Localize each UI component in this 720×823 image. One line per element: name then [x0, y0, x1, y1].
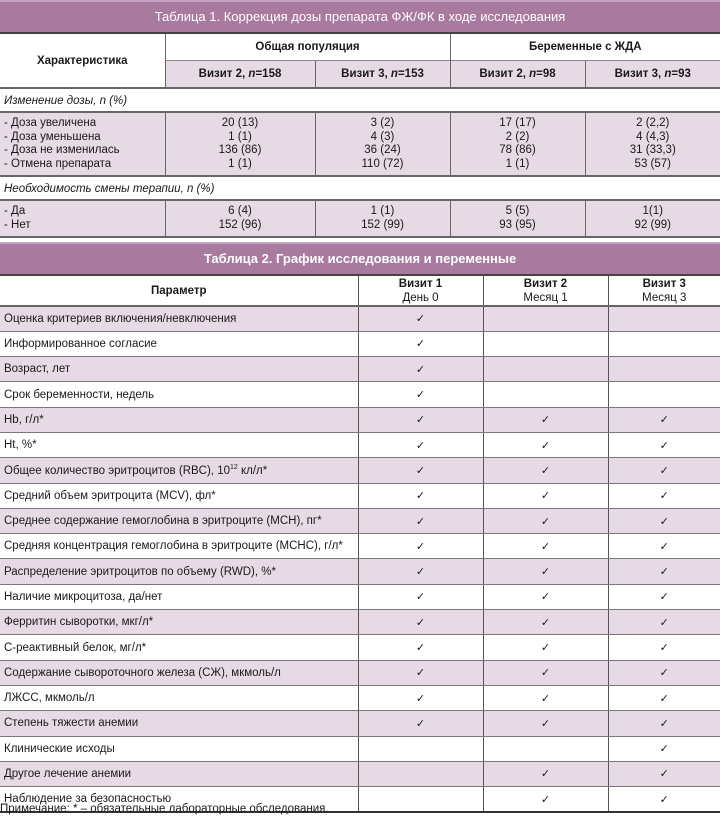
param-label: Средняя концентрация гемоглобина в эритроците (MCHC), г/л* — [0, 534, 358, 559]
visit-cell — [608, 534, 720, 559]
table-row — [0, 534, 720, 559]
checkmark-icon: ✓ — [540, 439, 551, 452]
visit-cell — [608, 357, 720, 382]
checkmark-icon: ✓ — [540, 591, 551, 604]
checkmark-icon: ✓ — [659, 414, 669, 427]
visit-cell — [608, 306, 720, 331]
checkmark-icon: ✓ — [415, 667, 426, 680]
checkmark-icon: ✓ — [659, 566, 669, 579]
cell-value: 1 (1) — [505, 157, 530, 170]
visit-cell — [358, 559, 483, 584]
visit-cell — [483, 432, 608, 457]
checkmark-icon: ✓ — [415, 414, 426, 427]
param-label: Распределение эритроцитов по объему (RWD), %* — [0, 559, 358, 584]
checkmark-icon: ✓ — [659, 692, 669, 705]
visit-cell — [608, 508, 720, 533]
table-row — [0, 711, 720, 736]
cell-value: 36 (24) — [364, 144, 401, 156]
visit-cell — [358, 610, 483, 635]
cell-value: 20 (13) — [221, 117, 259, 129]
section-title-dose-change: Изменение дозы, n (%) — [4, 95, 128, 107]
checkmark-icon: ✓ — [415, 566, 426, 579]
row-label: - Доза увеличена — [4, 117, 97, 129]
data-block-therapy-change — [0, 200, 720, 237]
table-row — [0, 761, 720, 786]
param-label: Содержание сывороточного железа (СЖ), мкмоль/л — [0, 660, 358, 685]
cell-value: 1 (1) — [228, 130, 252, 143]
checkmark-icon: ✓ — [540, 667, 551, 680]
table-row — [0, 685, 720, 710]
checkmark-icon: ✓ — [659, 793, 669, 806]
checkmark-icon: ✓ — [415, 591, 426, 604]
visit-cell — [608, 559, 720, 584]
cell-value: 2 (2) — [505, 130, 530, 143]
param-label: Hb, г/л* — [0, 407, 358, 432]
param-label: Средний объем эритроцита (MCV), фл* — [0, 483, 358, 508]
table-row — [0, 610, 720, 635]
visit-cell — [358, 685, 483, 710]
visit-cell — [358, 306, 483, 331]
cell-value: 152 (96) — [218, 218, 262, 231]
row-label: - Доза уменьшена — [4, 130, 101, 143]
checkmark-icon: ✓ — [540, 768, 551, 781]
param-label: Наблюдение за безопасностью — [0, 787, 358, 812]
cell-value: 17 (17) — [499, 117, 536, 129]
cell-value: 53 (57) — [634, 157, 671, 170]
checkmark-icon: ✓ — [659, 464, 669, 477]
checkmark-icon: ✓ — [540, 642, 551, 654]
param-label: ЛЖСС, мкмоль/л — [0, 685, 358, 710]
visit-cell — [358, 357, 483, 382]
visit-cell — [483, 736, 608, 761]
table-row — [0, 736, 720, 761]
visit-cell — [483, 534, 608, 559]
visit-cell — [608, 660, 720, 685]
visit-cell — [483, 306, 608, 331]
cell-value: 93 (95) — [499, 218, 536, 231]
table-row — [0, 483, 720, 508]
param-header: Параметр — [0, 275, 358, 306]
visit-cell — [483, 685, 608, 710]
table-footnote: Примечание: * – обязательные лабораторные обследования. — [0, 803, 329, 815]
visit-cell — [358, 635, 483, 660]
cell-value: 1 (1) — [228, 157, 252, 170]
checkmark-icon: ✓ — [659, 642, 669, 654]
dose-correction-table — [0, 0, 720, 238]
param-label: Наличие микроцитоза, да/нет — [0, 584, 358, 609]
visit-cell — [608, 787, 720, 812]
visit-cell — [608, 610, 720, 635]
group-header-pregnant: Беременные с ЖДА — [450, 33, 720, 60]
checkmark-icon: ✓ — [659, 591, 669, 604]
checkmark-icon: ✓ — [659, 515, 669, 528]
checkmark-icon: ✓ — [415, 389, 426, 402]
visit-cell — [358, 458, 483, 483]
checkmark-icon: ✓ — [659, 717, 669, 730]
checkmark-icon: ✓ — [540, 540, 551, 553]
checkmark-icon: ✓ — [415, 464, 426, 477]
cell-value: 2 (2,2) — [636, 117, 670, 129]
cell-value: 6 (4) — [228, 205, 252, 217]
cell-value: 136 (86) — [218, 144, 262, 156]
visit-cell — [483, 559, 608, 584]
cell-value: 3 (2) — [370, 117, 395, 129]
visit-cell — [608, 382, 720, 407]
visit-cell — [483, 483, 608, 508]
cell-value: 110 (72) — [361, 157, 404, 170]
visit-cell — [358, 761, 483, 786]
visit-cell — [358, 483, 483, 508]
visit-header: Визит 2, n=158 — [165, 60, 315, 88]
checkmark-icon: ✓ — [540, 566, 551, 579]
section-title-therapy-change: Необходимость смены терапии, n (%) — [4, 183, 215, 195]
checkmark-icon: ✓ — [659, 540, 669, 553]
checkmark-icon: ✓ — [415, 439, 426, 452]
row-label: - Нет — [4, 218, 31, 231]
visit-cell — [608, 458, 720, 483]
checkmark-icon: ✓ — [415, 490, 426, 503]
visit-cell — [358, 382, 483, 407]
param-label: Другое лечение анемии — [0, 761, 358, 786]
visit-cell — [358, 407, 483, 432]
visit-cell — [483, 660, 608, 685]
table-row — [0, 331, 720, 356]
visit-cell — [483, 761, 608, 786]
checkmark-icon: ✓ — [415, 313, 426, 326]
checkmark-icon: ✓ — [415, 515, 426, 528]
cell-value: 5 (5) — [505, 205, 530, 217]
visit-cell — [483, 458, 608, 483]
table-row — [0, 458, 720, 483]
visit-cell — [358, 508, 483, 533]
table-row — [0, 382, 720, 407]
table-row — [0, 635, 720, 660]
visit2-header: Визит 2 Месяц 1 — [483, 275, 608, 306]
checkmark-icon: ✓ — [659, 743, 669, 756]
param-label: Клинические исходы — [0, 736, 358, 761]
visit-header: Визит 2, n=98 — [450, 60, 585, 88]
visit-cell — [483, 610, 608, 635]
visit-cell — [608, 736, 720, 761]
cell-value: 78 (86) — [499, 144, 536, 156]
param-label: Оценка критериев включения/невключения — [0, 306, 358, 331]
checkmark-icon: ✓ — [415, 692, 426, 705]
visit-cell — [358, 736, 483, 761]
checkmark-icon: ✓ — [659, 616, 669, 629]
visit-cell — [608, 711, 720, 736]
visit1-header: Визит 1 День 0 — [358, 275, 483, 306]
checkmark-icon: ✓ — [415, 363, 426, 376]
visit-cell — [358, 711, 483, 736]
row-label: - Доза не изменилась — [4, 144, 120, 156]
visit-cell — [483, 508, 608, 533]
checkmark-icon: ✓ — [415, 540, 426, 553]
group-header-general: Общая популяция — [165, 33, 450, 60]
visit-header: Визит 3, n=93 — [585, 60, 720, 88]
visit-cell — [608, 685, 720, 710]
visit-cell — [483, 787, 608, 812]
checkmark-icon: ✓ — [540, 692, 551, 705]
checkmark-icon: ✓ — [540, 414, 551, 427]
checkmark-icon: ✓ — [540, 464, 551, 477]
cell-value: 92 (99) — [634, 218, 671, 231]
table-row — [0, 407, 720, 432]
table-row — [0, 306, 720, 331]
checkmark-icon: ✓ — [540, 717, 551, 730]
cell-value: 152 (99) — [361, 218, 404, 231]
table-row — [0, 508, 720, 533]
characteristic-header: Характеристика — [0, 33, 165, 88]
visit-cell — [483, 711, 608, 736]
checkmark-icon: ✓ — [659, 667, 669, 680]
visit-cell — [358, 787, 483, 812]
visit-cell — [358, 584, 483, 609]
checkmark-icon: ✓ — [415, 338, 426, 351]
row-label: - Отмена препарата — [4, 157, 112, 170]
checkmark-icon: ✓ — [415, 616, 426, 629]
param-label: Срок беременности, недель — [0, 382, 358, 407]
param-label: Ht, %* — [0, 432, 358, 457]
cell-value: 4 (3) — [370, 130, 395, 143]
visit-cell — [608, 432, 720, 457]
param-label: Общее количество эритроцитов (RBC), $10^{12}$ кл/л* — [0, 458, 358, 483]
table2-title: Таблица 2. График исследования и переменные — [0, 243, 720, 275]
visit-cell — [608, 761, 720, 786]
visit-cell — [608, 331, 720, 356]
param-label: Информированное согласие — [0, 331, 358, 356]
checkmark-icon: ✓ — [415, 717, 426, 730]
table-row — [0, 660, 720, 685]
visit-cell — [483, 635, 608, 660]
cell-value: 31 (33,3) — [629, 144, 676, 156]
visit-cell — [358, 432, 483, 457]
data-block-dose-change — [0, 112, 720, 176]
param-label: Среднее содержание гемоглобина в эритроците (MCH), пг* — [0, 508, 358, 533]
checkmark-icon: ✓ — [659, 439, 669, 452]
visit-cell — [358, 331, 483, 356]
checkmark-icon: ✓ — [540, 515, 551, 528]
checkmark-icon: ✓ — [540, 793, 551, 806]
row-label: - Да — [4, 205, 26, 217]
visit-cell — [608, 635, 720, 660]
visit-cell — [608, 407, 720, 432]
table-row — [0, 584, 720, 609]
visit-cell — [483, 357, 608, 382]
param-label: Возраст, лет — [0, 357, 358, 382]
param-label: Степень тяжести анемии — [0, 711, 358, 736]
cell-value: 4 (4,3) — [636, 130, 670, 143]
visit-cell — [358, 660, 483, 685]
cell-value: 1(1) — [642, 205, 663, 217]
param-label: С-реактивный белок, мг/л* — [0, 635, 358, 660]
checkmark-icon: ✓ — [540, 490, 551, 503]
visit-cell — [483, 584, 608, 609]
cell-value: 1 (1) — [370, 205, 395, 217]
visit-cell — [483, 382, 608, 407]
visit-cell — [483, 331, 608, 356]
visit-header: Визит 3, n=153 — [315, 60, 450, 88]
visit-cell — [483, 407, 608, 432]
checkmark-icon: ✓ — [540, 616, 551, 629]
param-label: Ферритин сыворотки, мкг/л* — [0, 610, 358, 635]
table-row — [0, 432, 720, 457]
checkmark-icon: ✓ — [659, 490, 669, 503]
visit3-header: Визит 3 Месяц 3 — [608, 275, 720, 306]
table1-title: Таблица 1. Коррекция дозы препарата ФЖ/ФК в ходе исследования — [0, 1, 720, 33]
checkmark-icon: ✓ — [659, 768, 669, 781]
checkmark-icon: ✓ — [415, 642, 426, 654]
table-row — [0, 559, 720, 584]
study-schedule-table — [0, 242, 720, 813]
visit-cell — [608, 584, 720, 609]
visit-cell — [608, 483, 720, 508]
table-row — [0, 357, 720, 382]
visit-cell — [358, 534, 483, 559]
